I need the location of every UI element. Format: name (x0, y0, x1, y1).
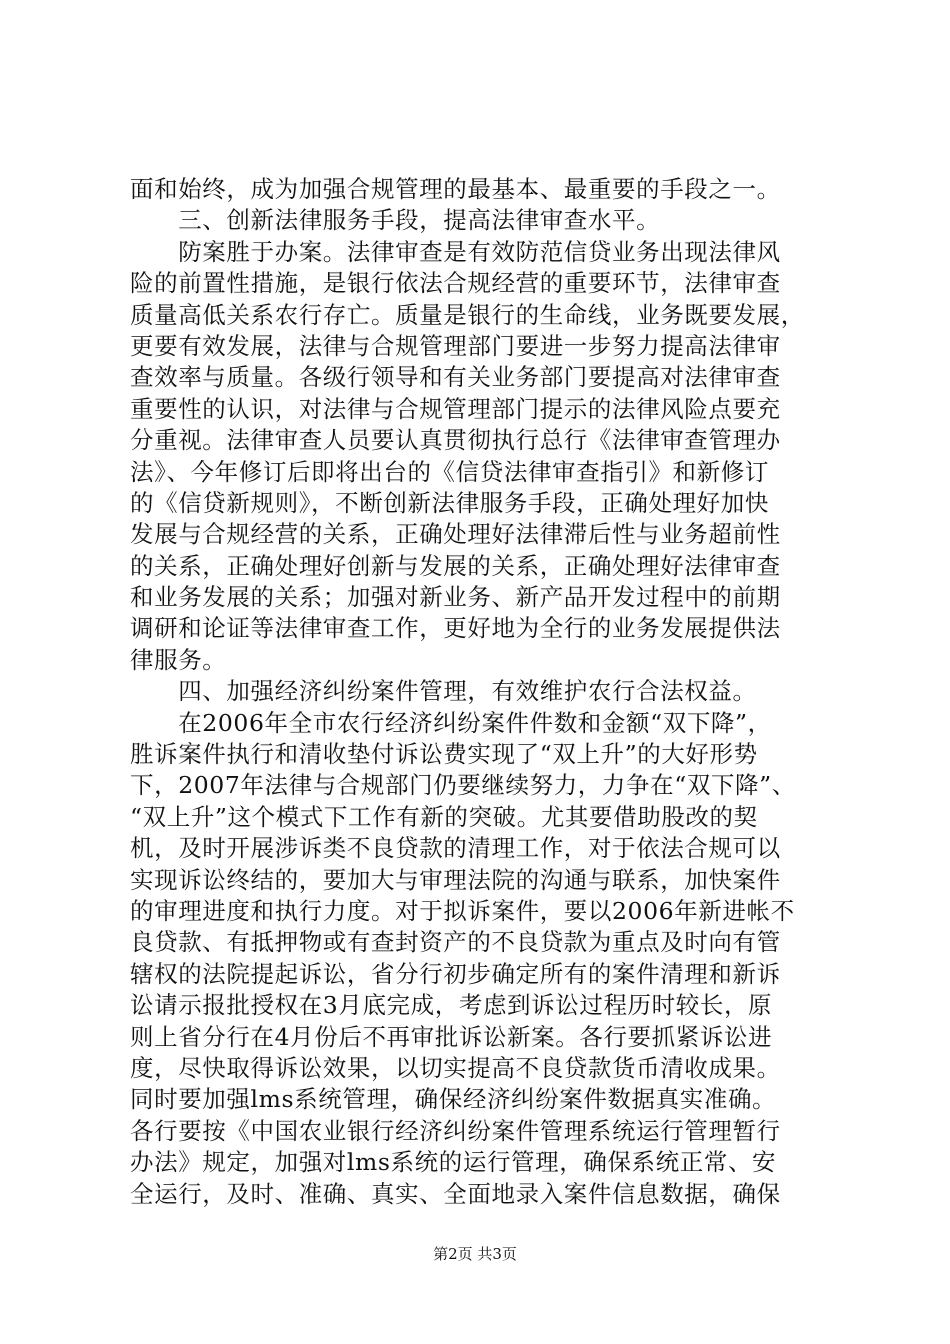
text-line: 度，尽快取得诉讼效果，以切实提高不良贷款货币清收成果。 (130, 1053, 781, 1082)
text-line: 查效率与质量。各级行领导和有关业务部门要提高对法律审查 (130, 363, 781, 392)
page-footer: 第2页 共3页 (433, 1245, 517, 1263)
text-line: 分重视。法律审查人员要认真贯彻执行总行《法律审查管理办 (130, 426, 781, 455)
text-line: 实现诉讼终结的，要加大与审理法院的沟通与联系，加快案件 (130, 865, 781, 894)
text-line: 则上省分行在4月份后不再审批诉讼新案。各行要抓紧诉讼进 (130, 1022, 773, 1051)
text-line: 的审理进度和执行力度。对于拟诉案件，要以2006年新进帐不 (130, 896, 795, 925)
text-line: 同时要加强lms系统管理，确保经济纠纷案件数据真实准确。 (130, 1085, 777, 1114)
text-line: 更要有效发展，法律与合规管理部门要进一步努力提高法律审 (130, 331, 781, 360)
text-line: 的《信贷新规则》，不断创新法律服务手段，正确处理好加快 (130, 488, 769, 517)
text-line: 调研和论证等法律审查工作，更好地为全行的业务发展提供法 (130, 614, 781, 643)
text-line: 法》、今年修订后即将出台的《信贷法律审查指引》和新修订 (130, 457, 769, 486)
text-line: 险的前置性措施，是银行依法合规经营的重要环节，法律审查 (130, 269, 781, 298)
text-line: 面和始终，成为加强合规管理的最基本、最重要的手段之一。 (130, 175, 781, 203)
text-line: 办法》规定，加强对lms系统的运行管理，确保系统正常、安 (130, 1148, 777, 1177)
text-line: 全运行，及时、准确、真实、全面地录入案件信息数据，确保 (130, 1179, 781, 1208)
text-line: 的关系，正确处理好创新与发展的关系，正确处理好法律审查 (130, 551, 781, 580)
text-line: 机，及时开展涉诉类不良贷款的清理工作，对于依法合规可以 (130, 834, 781, 863)
text-line: 辖权的法院提起诉讼，省分行初步确定所有的案件清理和新诉 (130, 959, 781, 988)
text-line: 各行要按《中国农业银行经济纠纷案件管理系统运行管理暂行 (130, 1116, 781, 1145)
text-line: 防案胜于办案。法律审查是有效防范信贷业务出现法律风 (130, 237, 781, 266)
text-line: 在2006年全市农行经济纠纷案件件数和金额“双下降”， (130, 708, 772, 737)
text-line: 重要性的认识，对法律与合规管理部门提示的法律风险点要充 (130, 394, 781, 423)
text-line: 四、加强经济纠纷案件管理，有效维护农行合法权益。 (130, 677, 757, 706)
text-line: 发展与合规经营的关系，正确处理好法律滞后性与业务超前性 (130, 520, 781, 549)
text-line: 讼请示报批授权在3月底完成，考虑到诉讼过程历时较长，原 (130, 991, 773, 1020)
text-line: “双上升”这个模式下工作有新的突破。尤其要借助股改的契 (130, 802, 758, 831)
text-line: 下，2007年法律与合规部门仍要继续努力，力争在“双下降”、 (130, 771, 796, 800)
document-body (130, 174, 830, 1210)
text-line: 质量高低关系农行存亡。质量是银行的生命线，业务既要发展， (130, 300, 805, 329)
text-line: 和业务发展的关系；加强对新业务、新产品开发过程中的前期 (130, 583, 781, 612)
text-line: 胜诉案件执行和清收垫付诉讼费实现了“双上升”的大好形势 (130, 740, 758, 769)
text-line: 良贷款、有抵押物或有查封资产的不良贷款为重点及时向有管 (130, 928, 781, 957)
text-line: 三、创新法律服务手段，提高法律审查水平。 (130, 206, 661, 235)
text-line: 律服务。 (130, 645, 227, 674)
